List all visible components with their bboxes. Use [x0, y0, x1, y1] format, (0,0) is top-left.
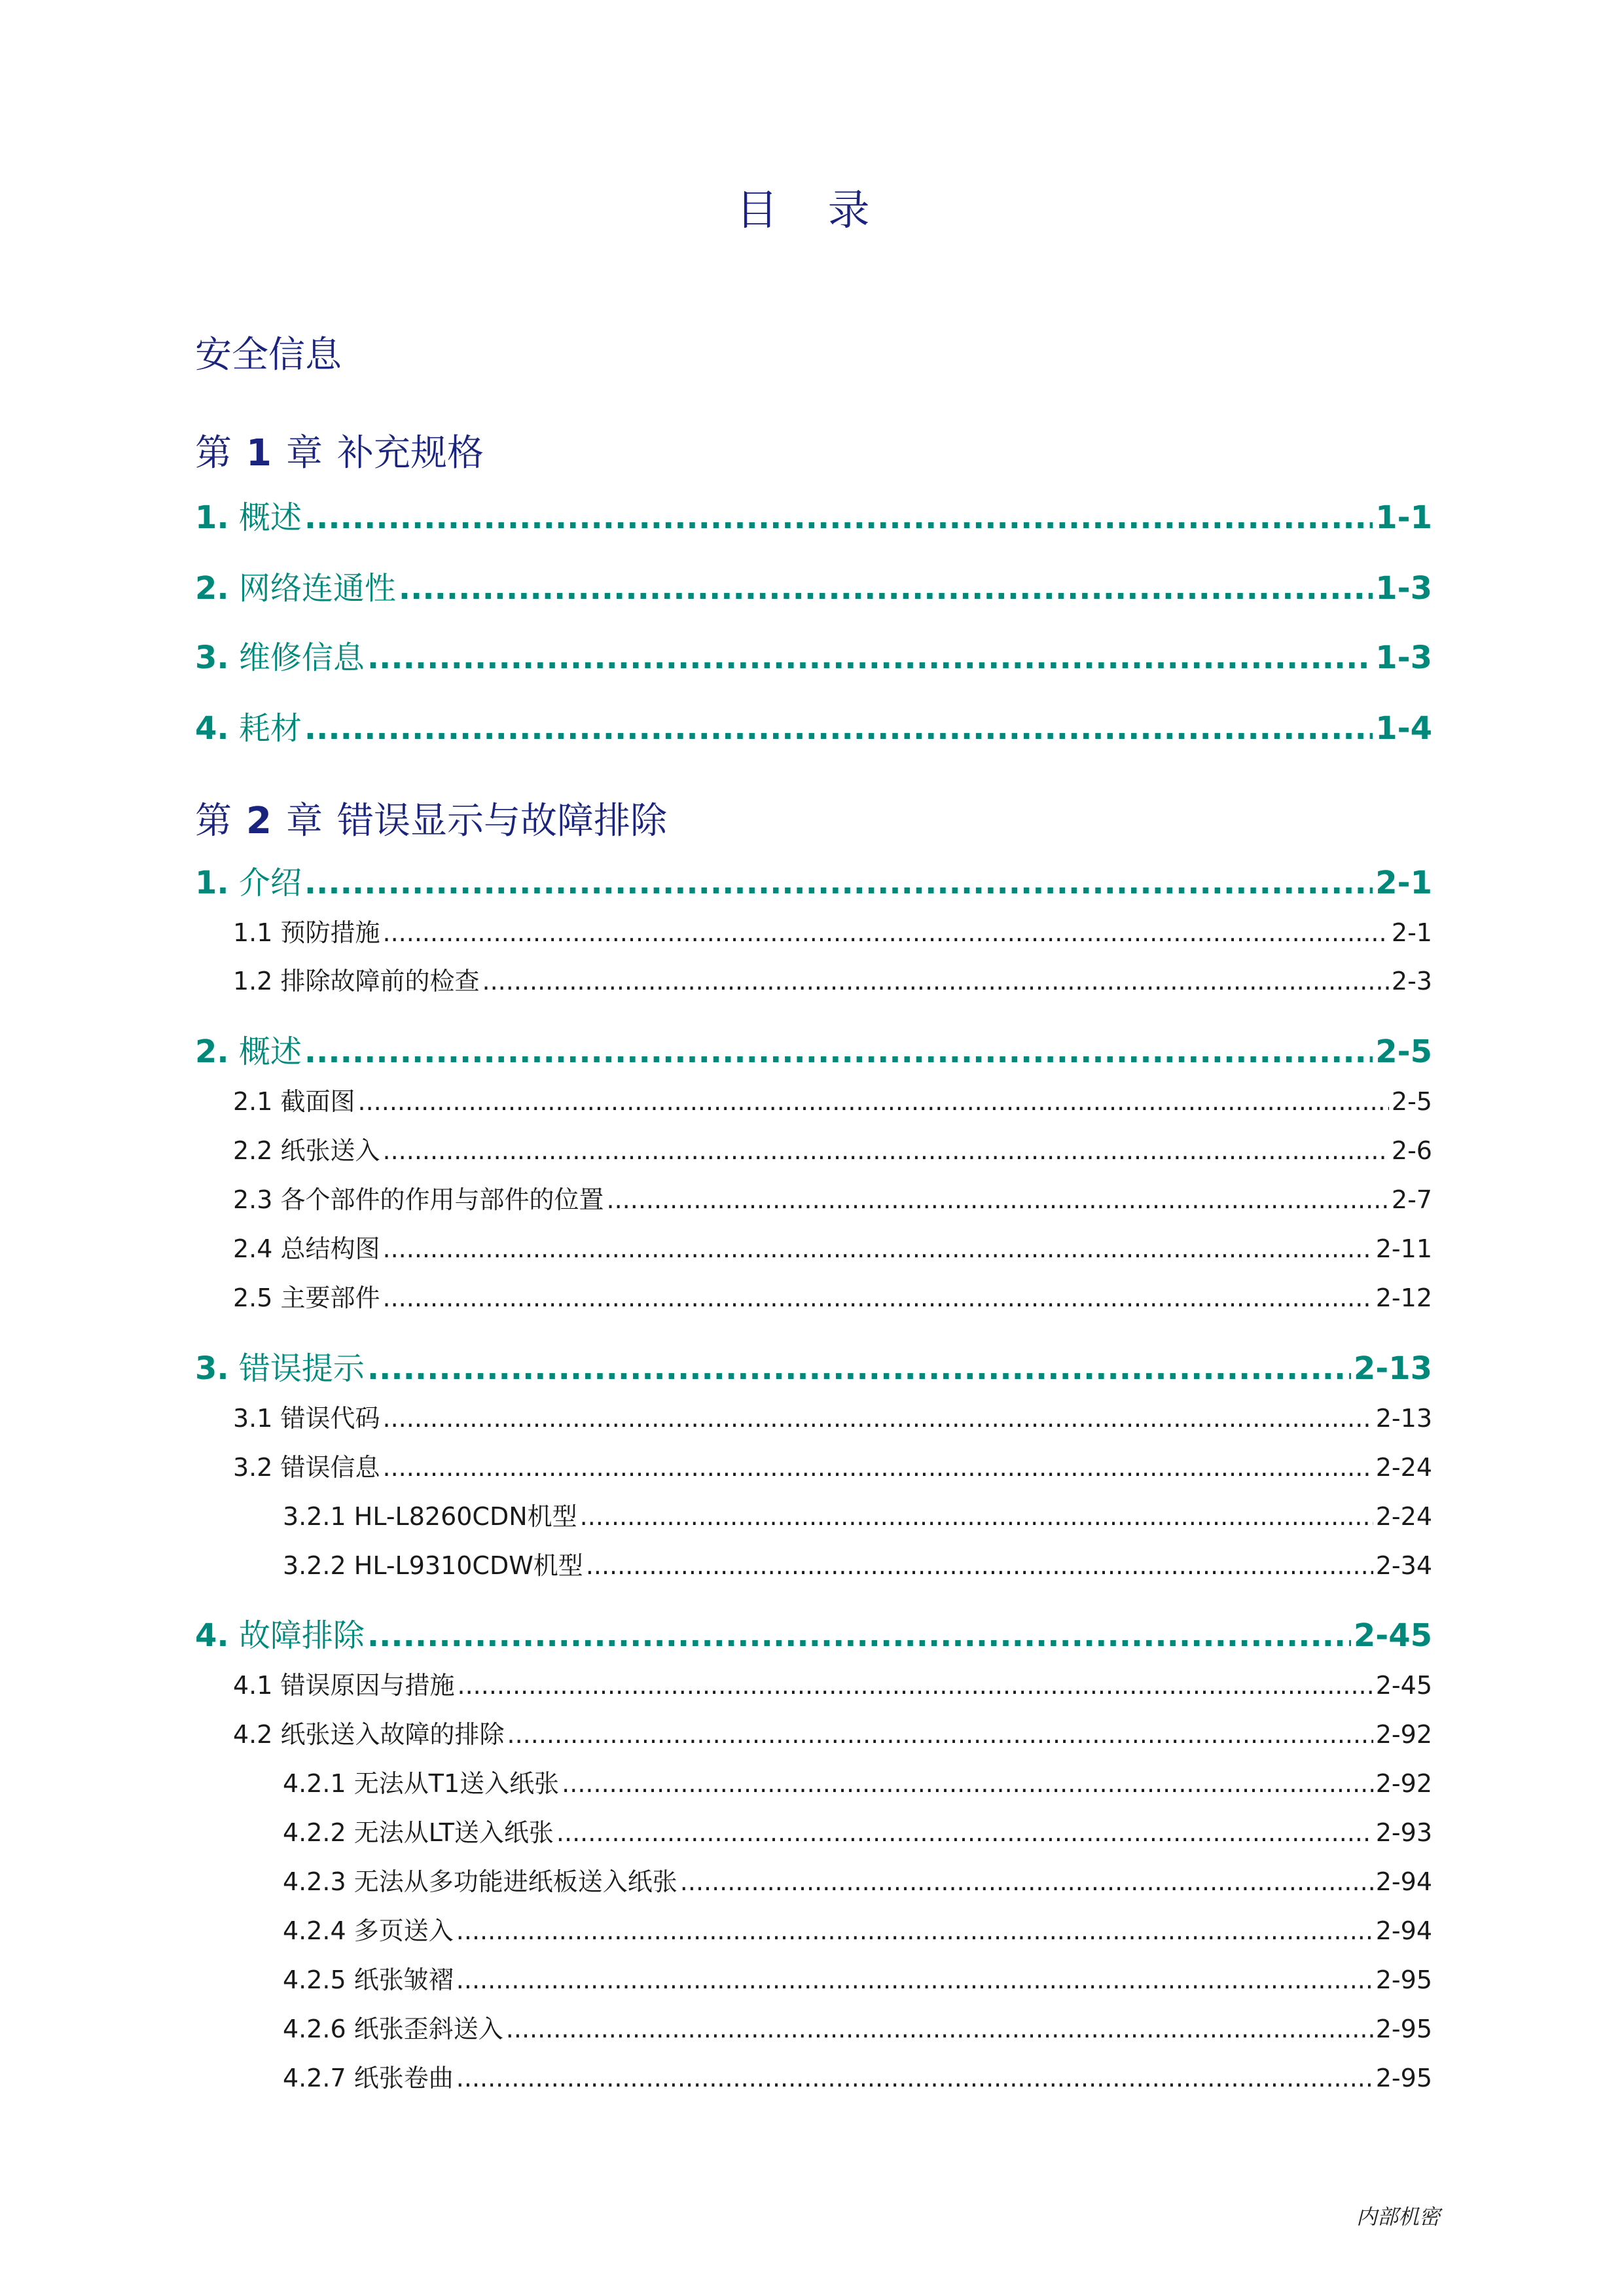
toc-page-number: 2-24	[1375, 1502, 1432, 1531]
toc-entry[interactable]	[195, 1026, 1432, 1071]
toc-entry-label: 1. 介绍	[195, 865, 302, 901]
toc-subsubentry[interactable]	[283, 1861, 1432, 1897]
chapter-2-heading	[195, 792, 667, 844]
toc-subentry[interactable]	[233, 912, 1432, 948]
toc-subentry-label: 3.2.1 HL-L8260CDN机型	[283, 1502, 577, 1531]
toc-subentry-label: 2.4 总结构图	[233, 1234, 380, 1263]
dot-leader	[399, 570, 1373, 607]
toc-subsubentry[interactable]	[283, 1812, 1432, 1848]
toc-page-number: 2-13	[1353, 1350, 1432, 1387]
dot-leader	[506, 2015, 1373, 2043]
toc-subentry-label: 3.2 错误信息	[233, 1453, 380, 1482]
toc-page-number: 1-1	[1375, 499, 1432, 536]
toc-entry[interactable]	[195, 703, 1432, 748]
toc-subentry-label: 2.2 纸张送入	[233, 1136, 380, 1165]
toc-subentry-label: 4.2.1 无法从T1送入纸张	[283, 1769, 560, 1798]
dot-leader	[367, 639, 1373, 676]
toc-subentry-label: 3.1 错误代码	[233, 1404, 380, 1433]
chapter-prefix: 第	[195, 800, 232, 842]
chapter-suffix: 章	[285, 432, 323, 475]
dot-leader	[456, 2064, 1373, 2092]
toc-subentry[interactable]	[233, 961, 1432, 997]
toc-subentry[interactable]	[233, 1278, 1432, 1314]
toc-subentry-label: 4.2.4 多页送入	[283, 1916, 454, 1945]
dot-leader	[607, 1185, 1389, 1214]
toc-entry-label: 3. 维修信息	[195, 639, 365, 676]
toc-entry-label: 3. 错误提示	[195, 1350, 365, 1387]
toc-subentry-label: 4.2.3 无法从多功能进纸板送入纸张	[283, 1867, 677, 1896]
toc-subentry-label: 2.1 截面图	[233, 1087, 355, 1116]
toc-page-number: 2-6	[1391, 1136, 1432, 1165]
dot-leader	[680, 1867, 1373, 1896]
dot-leader	[383, 1404, 1373, 1433]
toc-subentry[interactable]	[233, 1081, 1432, 1117]
toc-page-number: 2-7	[1391, 1185, 1432, 1214]
toc-page-number: 1-3	[1375, 570, 1432, 607]
toc-subentry-label: 2.3 各个部件的作用与部件的位置	[233, 1185, 604, 1214]
toc-subentry[interactable]	[233, 1229, 1432, 1265]
toc-page-number: 1-3	[1375, 639, 1432, 676]
dot-leader	[456, 1965, 1373, 1994]
toc-subentry-label: 3.2.2 HL-L9310CDW机型	[283, 1551, 583, 1580]
toc-entry-label: 4. 耗材	[195, 710, 302, 747]
toc-subentry[interactable]	[233, 1130, 1432, 1166]
page-title: 目 录	[736, 187, 888, 235]
toc-page-number: 2-24	[1375, 1453, 1432, 1482]
toc-page-number: 2-95	[1375, 2064, 1432, 2092]
toc-page-number: 2-94	[1375, 1867, 1432, 1896]
toc-entry-label: 1. 概述	[195, 499, 302, 536]
toc-subsubentry[interactable]	[283, 2058, 1432, 2094]
toc-subentry-label: 4.2.6 纸张歪斜送入	[283, 2015, 503, 2043]
toc-subentry-label: 4.2 纸张送入故障的排除	[233, 1720, 505, 1749]
dot-leader	[304, 1033, 1373, 1070]
toc-entry-label: 2. 网络连通性	[195, 570, 396, 607]
toc-entry[interactable]	[195, 1610, 1432, 1655]
chapter-1-heading	[195, 424, 484, 476]
dot-leader	[556, 1818, 1373, 1847]
dot-leader	[562, 1769, 1373, 1798]
toc-subsubentry[interactable]	[283, 1910, 1432, 1946]
dot-leader	[304, 710, 1373, 747]
toc-page-number: 2-95	[1375, 2015, 1432, 2043]
toc-subentry-label: 4.2.5 纸张皱褶	[283, 1965, 454, 1994]
chapter-title: 错误显示与故障排除	[336, 800, 667, 842]
toc-page-number: 2-1	[1391, 918, 1432, 947]
dot-leader	[304, 499, 1373, 536]
dot-leader	[586, 1551, 1373, 1580]
toc-subentry[interactable]	[233, 1398, 1432, 1434]
toc-subsubentry[interactable]	[283, 2009, 1432, 2045]
toc-subsubentry[interactable]	[283, 1545, 1432, 1581]
toc-entry[interactable]	[195, 563, 1432, 608]
toc-page-number: 2-92	[1375, 1769, 1432, 1798]
chapter-suffix: 章	[285, 800, 323, 842]
toc-subentry[interactable]	[233, 1714, 1432, 1750]
toc-page-number: 2-13	[1375, 1404, 1432, 1433]
toc-page-number: 2-92	[1375, 1720, 1432, 1749]
chapter-number: 2	[246, 800, 272, 842]
toc-subentry-label: 2.5 主要部件	[233, 1283, 380, 1312]
toc-subentry-label: 4.1 错误原因与措施	[233, 1671, 455, 1700]
toc-page-number: 2-12	[1375, 1283, 1432, 1312]
toc-page-number: 2-94	[1375, 1916, 1432, 1945]
chapter-prefix: 第	[195, 432, 232, 475]
toc-page-number: 2-95	[1375, 1965, 1432, 1994]
toc-subentry-label: 1.1 预防措施	[233, 918, 380, 947]
confidential-footer: 内部机密	[1356, 2204, 1441, 2229]
dot-leader	[304, 865, 1373, 901]
toc-page-number: 2-45	[1353, 1617, 1432, 1654]
toc-entry[interactable]	[195, 632, 1432, 677]
chapter-number: 1	[246, 432, 272, 475]
dot-leader	[383, 1234, 1373, 1263]
toc-entry[interactable]	[195, 492, 1432, 537]
toc-page-number: 2-1	[1375, 865, 1432, 901]
toc-page-number: 2-93	[1375, 1818, 1432, 1847]
dot-leader	[358, 1087, 1389, 1116]
dot-leader	[456, 1916, 1373, 1945]
dot-leader	[367, 1617, 1351, 1654]
toc-subsubentry[interactable]	[283, 1960, 1432, 1996]
dot-leader	[383, 918, 1389, 947]
dot-leader	[482, 967, 1389, 996]
toc-entry[interactable]	[195, 1343, 1432, 1388]
dot-leader	[383, 1283, 1373, 1312]
toc-subentry-label: 4.2.2 无法从LT送入纸张	[283, 1818, 554, 1847]
toc-page-number: 2-5	[1391, 1087, 1432, 1116]
toc-entry-label: 2. 概述	[195, 1033, 302, 1070]
toc-subentry-label: 1.2 排除故障前的检查	[233, 967, 480, 996]
toc-subentry[interactable]	[233, 1179, 1432, 1215]
toc-page-number: 2-3	[1391, 967, 1432, 996]
toc-safety-info[interactable]: 安全信息	[195, 334, 342, 376]
toc-page-number: 1-4	[1375, 710, 1432, 747]
toc-subsubentry[interactable]	[283, 1763, 1432, 1799]
chapter-title: 补充规格	[336, 432, 484, 475]
toc-entry[interactable]	[195, 857, 1432, 903]
dot-leader	[458, 1671, 1373, 1700]
toc-subentry-label: 4.2.7 纸张卷曲	[283, 2064, 454, 2092]
toc-page-number: 2-11	[1375, 1234, 1432, 1263]
toc-page-number: 2-5	[1375, 1033, 1432, 1070]
dot-leader	[580, 1502, 1373, 1531]
toc-entry-label: 4. 故障排除	[195, 1617, 365, 1654]
toc-page-number: 2-45	[1375, 1671, 1432, 1700]
toc-subentry[interactable]	[233, 1665, 1432, 1701]
toc-subsubentry[interactable]	[283, 1496, 1432, 1532]
dot-leader	[507, 1720, 1373, 1749]
toc-page-number: 2-34	[1375, 1551, 1432, 1580]
dot-leader	[367, 1350, 1351, 1387]
dot-leader	[383, 1136, 1389, 1165]
dot-leader	[383, 1453, 1373, 1482]
toc-subentry[interactable]	[233, 1447, 1432, 1483]
